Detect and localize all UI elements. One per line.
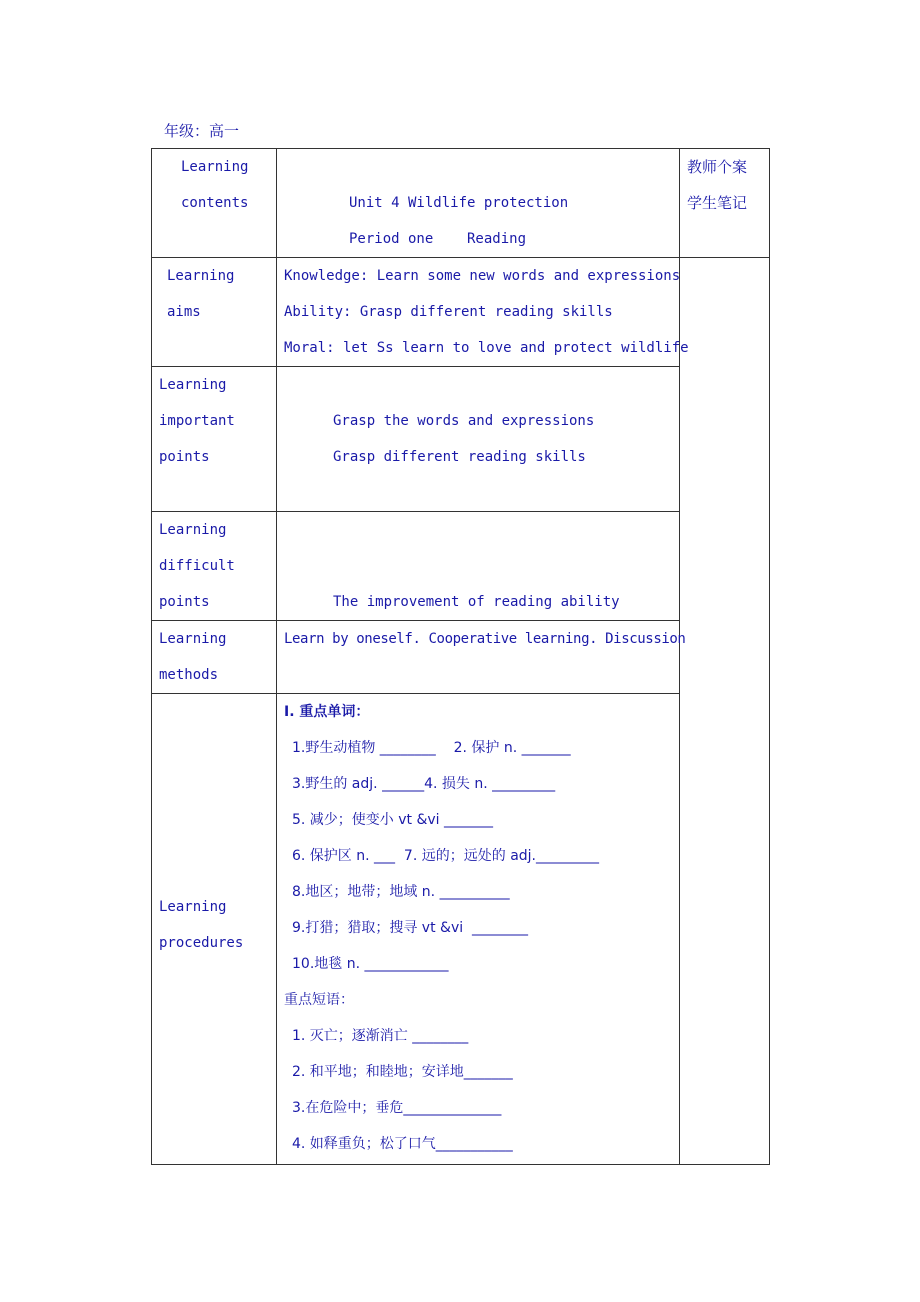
label-line: methods bbox=[159, 667, 219, 683]
grade-label: 年级：高一 bbox=[164, 122, 240, 140]
label-cell-difficult bbox=[152, 512, 277, 621]
label-line: difficult bbox=[159, 558, 235, 574]
label-line: contents bbox=[181, 195, 249, 211]
label-line: points bbox=[159, 449, 210, 465]
label-cell-methods bbox=[152, 621, 277, 694]
important-point: Grasp the words and expressions bbox=[333, 413, 595, 429]
vocab-item: 3.野生的 adj. ______4. 损失 n. _________ bbox=[292, 776, 556, 792]
phrase-item: 2. 和平地；和睦地；安详地_______ bbox=[292, 1064, 513, 1080]
row-learning-aims bbox=[152, 258, 770, 367]
note-cell-header bbox=[680, 149, 770, 258]
label-line: aims bbox=[167, 304, 201, 320]
vocab-item: 1.野生动植物 ________ 2. 保护 n. _______ bbox=[292, 740, 571, 756]
row-learning-methods bbox=[152, 621, 770, 694]
lesson-plan-table bbox=[151, 148, 770, 1165]
teacher-notes-label: 教师个案 bbox=[687, 158, 748, 176]
content-cell-difficult bbox=[277, 512, 680, 621]
row-learning-contents bbox=[152, 149, 770, 258]
phrases-heading: 重点短语： bbox=[284, 992, 354, 1008]
label-line: points bbox=[159, 594, 210, 610]
content-cell-important bbox=[277, 367, 680, 512]
vocab-item: 10.地毯 n. ____________ bbox=[292, 956, 449, 972]
vocab-item: 8.地区；地带；地域 n. __________ bbox=[292, 884, 510, 900]
label-line: Learning bbox=[181, 159, 249, 175]
vocab-item: 5. 减少；使变小 vt &vi _______ bbox=[292, 812, 494, 828]
label-line: Learning bbox=[167, 268, 235, 284]
student-notes-label: 学生笔记 bbox=[687, 194, 748, 212]
row-important-points bbox=[152, 367, 770, 512]
row-learning-procedures bbox=[152, 694, 770, 1165]
content-cell-methods bbox=[277, 621, 686, 694]
content-cell-aims bbox=[277, 258, 689, 367]
notes-column bbox=[680, 258, 770, 1165]
vocab-heading: I. 重点单词： bbox=[284, 704, 370, 720]
difficult-point: The improvement of reading ability bbox=[333, 594, 620, 610]
row-difficult-points bbox=[152, 512, 770, 621]
vocab-item: 9.打猎；猎取；搜寻 vt &vi ________ bbox=[292, 920, 529, 936]
label-line: important bbox=[159, 413, 235, 429]
label-cell-important bbox=[152, 367, 277, 512]
aim-ability: Ability: Grasp different reading skills bbox=[284, 304, 613, 320]
label-line: Learning bbox=[159, 522, 227, 538]
label-line: procedures bbox=[159, 935, 244, 951]
important-point: Grasp different reading skills bbox=[333, 449, 586, 465]
aim-moral: Moral: let Ss learn to love and protect wildlife bbox=[284, 340, 689, 356]
label-line: Learning bbox=[159, 631, 227, 647]
phrase-item: 3.在危险中；垂危______________ bbox=[292, 1100, 502, 1116]
content-cell-procedures bbox=[277, 694, 680, 1165]
unit-title: Unit 4 Wildlife protection bbox=[349, 195, 569, 211]
label-line: Learning bbox=[159, 377, 227, 393]
label-cell-aims bbox=[152, 258, 277, 367]
label-cell-contents bbox=[152, 149, 277, 258]
phrase-item: 4. 如释重负；松了口气___________ bbox=[292, 1136, 513, 1152]
vocab-item: 6. 保护区 n. ___ 7. 远的；远处的 adj._________ bbox=[292, 848, 599, 864]
period-title: Period one Reading bbox=[349, 231, 527, 247]
label-line: Learning bbox=[159, 899, 227, 915]
phrase-item: 1. 灭亡；逐渐消亡 ________ bbox=[292, 1028, 469, 1044]
methods-text: Learn by oneself. Cooperative learning. Discussion bbox=[284, 631, 686, 647]
aim-knowledge: Knowledge: Learn some new words and expressions bbox=[284, 268, 681, 284]
content-cell-contents bbox=[277, 149, 680, 258]
label-cell-procedures bbox=[152, 694, 277, 1165]
